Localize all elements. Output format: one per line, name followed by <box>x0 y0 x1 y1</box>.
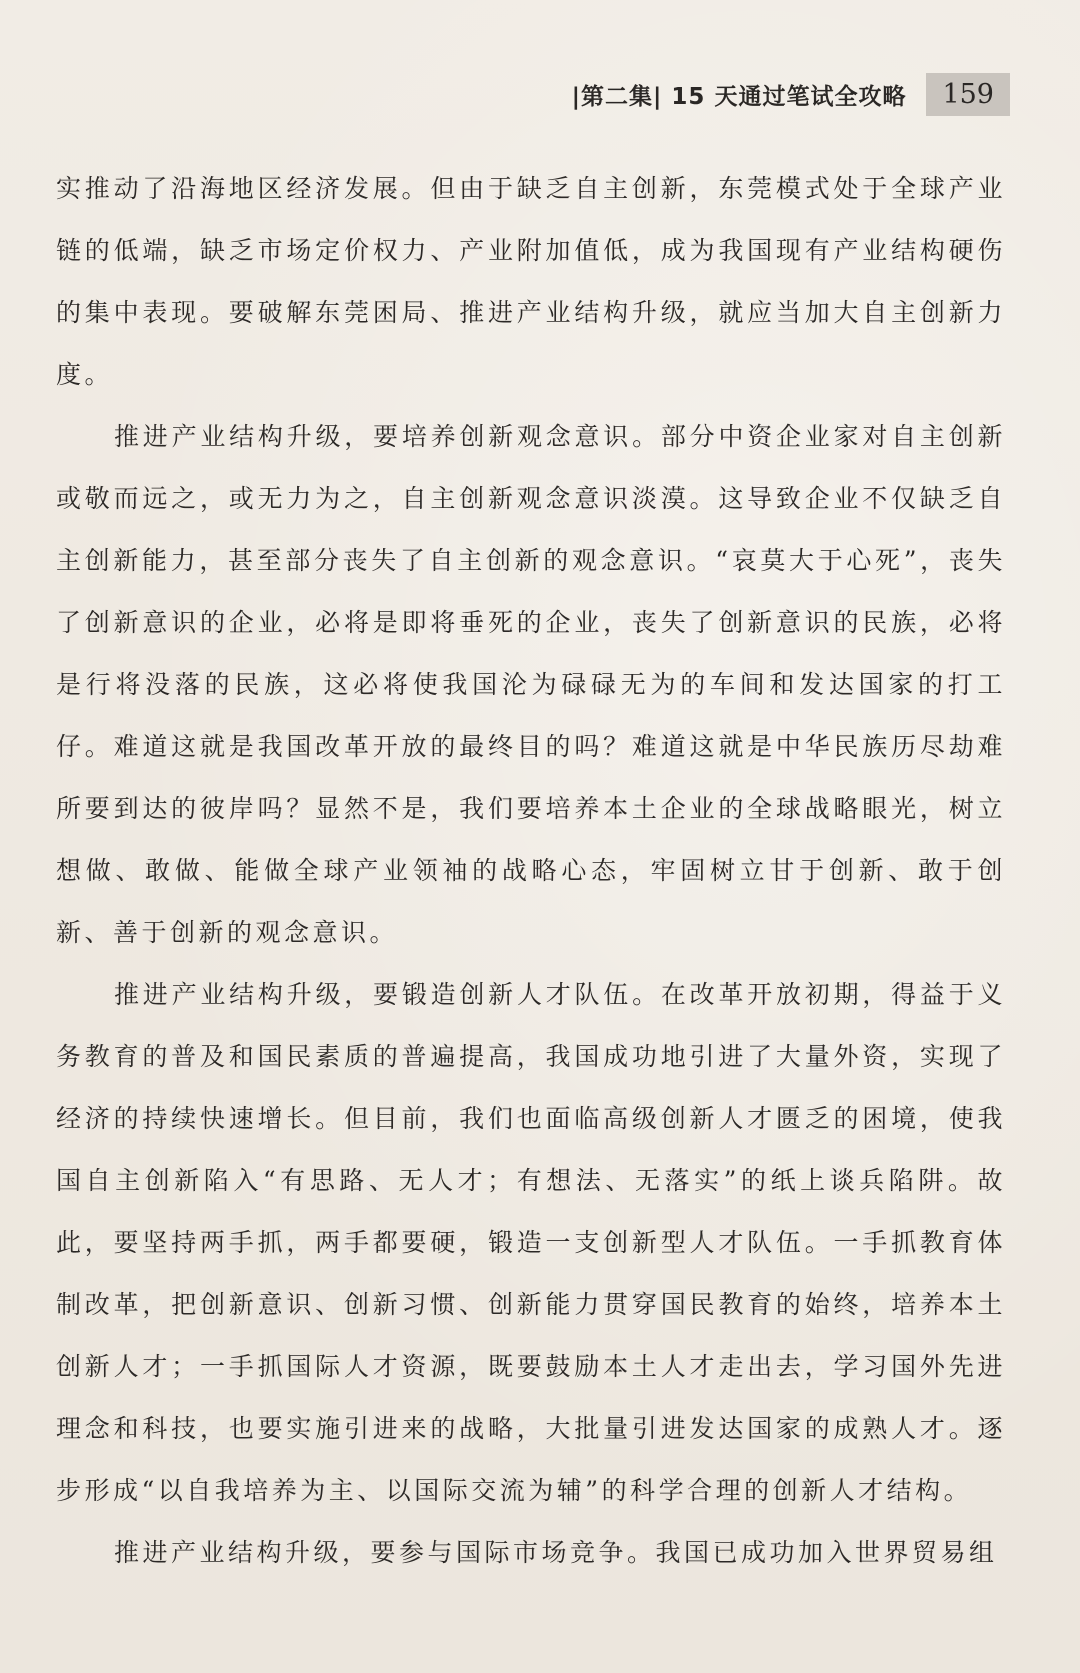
paragraph-2: 推进产业结构升级，要培养创新观念意识。部分中资企业家对自主创新或敬而远之，或无力为之，自主创新观念意识淡漠。这导致企业不仅缺乏自主创新能力，甚至部分丧失了自主创新的观念意识。“哀莫大于心死”，丧失了创新意识的企业，必将是即将垂死的企业，丧失了创新意识的民族，必将是行将没落的民族，这必将使我国沦为碌碌无为的车间和发达国家的打工仔。难道这就是我国改革开放的最终目的吗？难道这就是中华民族历尽劫难所要到达的彼岸吗？显然不是，我们要培养本土企业的全球战略眼光，树立想做、敢做、能做全球产业领袖的战略心态，牢固树立甘于创新、敢于创新、善于创新的观念意识。 <box>56 422 1006 947</box>
header-title: |第二集| 15 天通过笔试全攻略 <box>571 83 907 110</box>
body-text <box>56 158 1006 1584</box>
page-number: 159 <box>926 73 1010 116</box>
running-header <box>0 68 1010 120</box>
paragraph-4: 推进产业结构升级，要参与国际市场竞争。我国已成功加入世界贸易组 <box>114 1538 998 1567</box>
paragraph-3: 推进产业结构升级，要锻造创新人才队伍。在改革开放初期，得益于义务教育的普及和国民素质的普遍提高，我国成功地引进了大量外资，实现了经济的持续快速增长。但目前，我们也面临高级创新人才匮乏的困境，使我国自主创新陷入“有思路、无人才；有想法、无落实”的纸上谈兵陷阱。故此，要坚持两手抓，两手都要硬，锻造一支创新型人才队伍。一手抓教育体制改革，把创新意识、创新习惯、创新能力贯穿国民教育的始终，培养本土创新人才；一手抓国际人才资源，既要鼓励本土人才走出去，学习国外先进理念和科技，也要实施引进来的战略，大批量引进发达国家的成熟人才。逐步形成“以自我培养为主、以国际交流为辅”的科学合理的创新人才结构。 <box>56 980 1006 1505</box>
paragraph-1: 实推动了沿海地区经济发展。但由于缺乏自主创新，东莞模式处于全球产业链的低端，缺乏市场定价权力、产业附加值低，成为我国现有产业结构硬伤的集中表现。要破解东莞困局、推进产业结构升级，就应当加大自主创新力度。 <box>56 174 1006 389</box>
